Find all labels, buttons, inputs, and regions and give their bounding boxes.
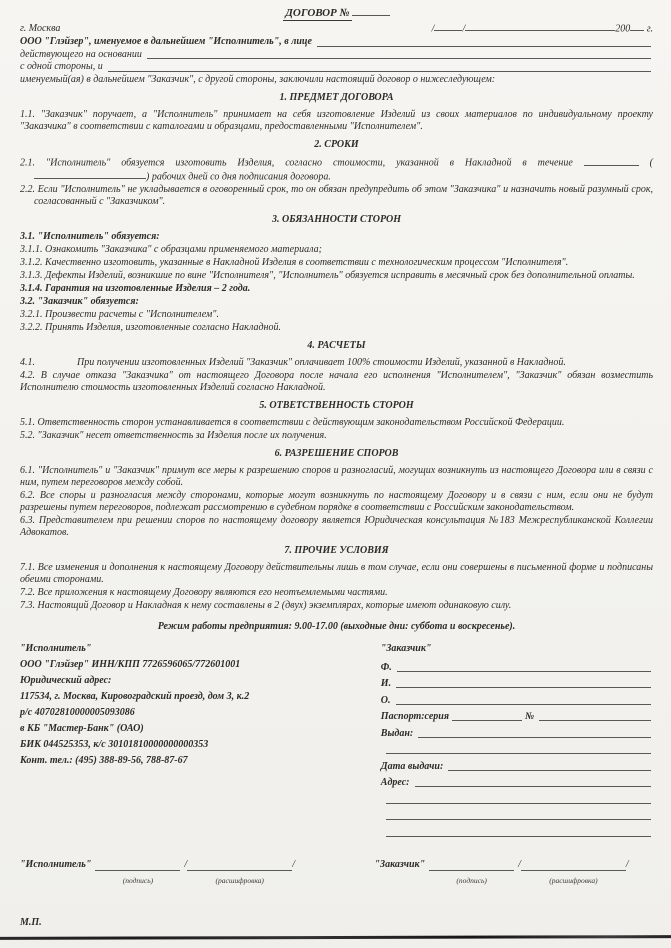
paren-open: ( bbox=[649, 157, 654, 169]
clause-3-2-2: 3.2.2. Принять Изделия, изготовленные согласно Накладной. bbox=[20, 322, 281, 333]
executor-signature-label: "Исполнитель" bbox=[20, 858, 92, 870]
clause-4-2: 4.2. В случае отказа "Заказчика" от настоящего Договора после начала его исполнения "Исполнителем", "Заказчик" обязан возместить Исполнителю стоимость изготовленных Изделий согласно Накладной. bbox=[20, 370, 653, 393]
scan-edge-artifact bbox=[0, 935, 671, 940]
clause-3-1: 3.1. "Исполнитель" обязуется: bbox=[20, 231, 160, 242]
section-6-heading: 6. РАЗРЕШЕНИЕ СПОРОВ bbox=[274, 448, 399, 459]
passport-number-blank bbox=[539, 719, 651, 721]
document-title: ДОГОВОР № bbox=[285, 6, 350, 19]
executor-address: 117534, г. Москва, Кировоградский проезд, дом 3, к.2 bbox=[20, 691, 250, 702]
customer-address-extra-row bbox=[381, 806, 653, 823]
executor-account: р/с 40702810000005093086 bbox=[20, 707, 135, 718]
address-extra-blank-1 bbox=[386, 802, 651, 804]
date-line bbox=[432, 22, 653, 36]
executor-signature-blank bbox=[95, 861, 180, 871]
preamble-line-4: именуемый(ая) в дальнейшем "Заказчик", с другой стороны, заключили настоящий договор о нижеследующем: bbox=[20, 73, 496, 85]
customer-address-extra-row bbox=[381, 789, 653, 806]
section-3-heading: 3. ОБЯЗАННОСТИ СТОРОН bbox=[271, 214, 402, 225]
customer-signature-label: "Заказчик" bbox=[374, 858, 426, 870]
slash: / bbox=[292, 858, 295, 870]
customer-address-extra-row bbox=[381, 822, 653, 839]
section-5-heading: 5. ОТВЕТСТВЕННОСТЬ СТОРОН bbox=[259, 400, 414, 411]
clause-6-3: 6.3. Представителем при решении споров по настоящему договору является Юридическая консультация №183 Межреспубликанской Коллегии Адвокатов. bbox=[20, 515, 653, 538]
date-day-blank bbox=[431, 22, 462, 34]
signature-caption: (подпись) bbox=[122, 875, 154, 885]
work-schedule-note: Режим работы предприятия: 9.00-17.00 (выходные дни: суббота и воскресенье). bbox=[157, 621, 516, 632]
clause-1-1: 1.1. "Заказчик" поручает, а "Исполнитель" принимает на себя изготовление Изделий из своих материалов по индивидуальному проекту "Заказчика" в соответствии с каталогами и образцами, предоставленными "Исполнителем". bbox=[20, 109, 653, 132]
city-date-row bbox=[20, 22, 653, 36]
slash: / bbox=[518, 858, 521, 870]
executor-legal-address-label: Юридический адрес: bbox=[20, 675, 112, 686]
address-blank bbox=[415, 785, 651, 787]
customer-name-row bbox=[381, 674, 653, 691]
customer-issued-extra-row bbox=[381, 740, 653, 757]
preamble-line-2 bbox=[20, 49, 653, 62]
term-days-blank bbox=[584, 156, 639, 166]
date-month-blank bbox=[465, 22, 615, 32]
passport-series-label: Паспорт:серия bbox=[380, 711, 450, 722]
issued-label: Выдан: bbox=[380, 727, 414, 739]
clause-3-1-1: 3.1.1. Ознакомить "Заказчика" с образцами применяемого материала; bbox=[20, 244, 322, 255]
date-slash: / bbox=[431, 23, 435, 34]
customer-issued-row bbox=[381, 723, 653, 740]
contract-number-blank bbox=[352, 6, 390, 16]
term-days-words-blank bbox=[34, 170, 146, 180]
executor-intro-text: ООО "Глэйзер", именуемое в дальнейшем "Исполнитель", в лице bbox=[20, 36, 312, 47]
executor-bank: в КБ "Мастер-Банк" (ОАО) bbox=[20, 723, 144, 734]
clause-2-1-tail: рабочих дней со дня подписания договора. bbox=[151, 171, 331, 182]
executor-bik: БИК 044525353, к/с 30101810000000000353 bbox=[20, 739, 209, 750]
executor-sign-col bbox=[95, 859, 180, 887]
preamble-line-1 bbox=[20, 36, 653, 49]
transcript-caption: (расшифровка) bbox=[549, 875, 598, 885]
address-extra-blank-2 bbox=[386, 818, 651, 820]
transcript-caption: (расшифровка) bbox=[215, 875, 264, 885]
customer-signature-blank bbox=[429, 861, 514, 871]
date-year-blank bbox=[630, 22, 644, 32]
clause-3-1-3: 3.1.3. Дефекты Изделий, возникшие по вине "Исполнителя", "Исполнитель" обязуется исправить в месячный срок без дополнительной оплаты. bbox=[20, 270, 635, 281]
basis-text: действующего на основании bbox=[20, 48, 142, 60]
executor-phone: Конт. тел.: (495) 388-89-56, 788-87-67 bbox=[20, 755, 188, 766]
executor-transcript-blank bbox=[187, 861, 292, 871]
clause-5-2: 5.2. "Заказчик" несет ответственность за Изделия после их получения. bbox=[20, 430, 327, 441]
preamble bbox=[20, 36, 653, 86]
customer-name-blank bbox=[108, 70, 651, 72]
city-label: г. Москва bbox=[20, 23, 61, 34]
patronymic-blank bbox=[396, 703, 651, 705]
surname-blank bbox=[397, 670, 651, 672]
clause-3-2-1: 3.2.1. Произвести расчеты с "Исполнителем". bbox=[20, 309, 219, 320]
requisites-section bbox=[20, 641, 653, 839]
section-1-heading: 1. ПРЕДМЕТ ДОГОВОРА bbox=[279, 92, 394, 103]
customer-patronymic-row bbox=[381, 690, 653, 707]
basis-blank bbox=[147, 57, 651, 59]
customer-title: "Заказчик" bbox=[380, 643, 432, 654]
clause-4-1 bbox=[20, 357, 653, 369]
year-prefix: 200 bbox=[615, 23, 631, 34]
executor-inn-kpp: ООО "Глэйзер" ИНН/КПП 7726596065/772601001 bbox=[20, 659, 241, 670]
section-4-heading: 4. РАСЧЕТЫ bbox=[307, 340, 366, 351]
first-party-text: с одной стороны, и bbox=[20, 61, 103, 72]
customer-sign-col bbox=[429, 859, 514, 887]
executor-requisites bbox=[20, 641, 381, 839]
issue-date-blank bbox=[448, 769, 651, 771]
customer-transcript-col bbox=[518, 859, 629, 887]
section-2-heading: 2. СРОКИ bbox=[314, 139, 359, 150]
preamble-line-3 bbox=[20, 61, 653, 74]
signatures-section bbox=[20, 859, 653, 887]
customer-requisites bbox=[381, 641, 653, 839]
issue-date-label: Дата выдачи: bbox=[380, 760, 444, 772]
surname-label: Ф. bbox=[380, 661, 392, 673]
name-label: И. bbox=[380, 678, 392, 689]
clause-3-1-2: 3.1.2. Качественно изготовить, указанные в Накладной Изделия в соответствии с технологическим процессом "Исполнителя". bbox=[20, 257, 569, 268]
clause-5-1: 5.1. Ответственность сторон устанавливается в соответствии с действующим законодательством Российской Федерации. bbox=[20, 417, 565, 428]
executor-transcript-col bbox=[184, 859, 295, 887]
address-extra-blank-3 bbox=[386, 835, 651, 837]
section-7-heading: 7. ПРОЧИЕ УСЛОВИЯ bbox=[284, 545, 389, 556]
clause-7-3: 7.3. Настоящий Договор и Накладная к нему составлены в 2 (двух) экземплярах, которые имеют одинаковую силу. bbox=[20, 600, 512, 611]
customer-issue-date-row bbox=[381, 756, 653, 773]
passport-series-blank bbox=[452, 719, 522, 721]
date-slash: / bbox=[462, 23, 466, 34]
signature-caption: (подпись) bbox=[456, 875, 487, 885]
slash: / bbox=[184, 858, 188, 870]
clause-3-2: 3.2. "Заказчик" обязуется: bbox=[20, 296, 139, 307]
address-label: Адрес: bbox=[380, 777, 410, 788]
document-header bbox=[20, 6, 653, 20]
customer-signature-block bbox=[374, 859, 628, 887]
clause-4-1-number: 4.1. bbox=[20, 357, 35, 368]
executor-signature-block bbox=[20, 859, 374, 887]
executor-title: "Исполнитель" bbox=[20, 643, 92, 654]
clause-2-1 bbox=[20, 156, 653, 183]
customer-transcript-blank bbox=[521, 861, 626, 871]
slash: / bbox=[625, 858, 629, 870]
issued-extra-blank bbox=[386, 752, 651, 754]
clause-6-1: 6.1. "Исполнитель" и "Заказчик" примут все меры к разрешению споров и разногласий, могущих возникнуть из настоящего Договора или в связи с ним, путем переговоров между собой. bbox=[20, 465, 653, 488]
clause-2-2: 2.2. Если "Исполнитель" не укладывается в оговоренный срок, то он обязан предупредить об этом "Заказчика" и назначить новый разумный срок, согласованный с "Заказчиком". bbox=[20, 184, 653, 207]
issued-blank bbox=[418, 736, 651, 738]
clause-4-1-text: При получении изготовленных Изделий "Заказчик" оплачивает 100% стоимости Изделий, указанной в Накладной. bbox=[77, 357, 566, 368]
paren-close: ) bbox=[146, 171, 150, 182]
stamp-mark: М.П. bbox=[20, 916, 42, 928]
representative-blank bbox=[317, 45, 651, 47]
clause-7-1: 7.1. Все изменения и дополнения к настоящему Договору действительны лишь в том случае, если они совершены в письменной форме и подписаны обеими сторонами. bbox=[20, 562, 653, 585]
clause-6-2: 6.2. Все споры и разногласия между сторонами, которые могут возникнуть по настоящему Договору и в связи с ним, если они не будут разрешены путем переговоров, подлежат рассмотрению в судебном порядке в соответствии с Российским законодательством. bbox=[20, 490, 653, 513]
passport-number-label: № bbox=[525, 711, 535, 722]
clause-2-1-text: 2.1. "Исполнитель" обязуется изготовить Изделия, согласно стоимости, указанной в Накладной в течение bbox=[20, 157, 573, 169]
clause-7-2: 7.2. Все приложения к настоящему Договору являются его неотъемлемыми частями. bbox=[20, 587, 388, 598]
clause-3-1-4: 3.1.4. Гарантия на изготовленные Изделия – 2 года. bbox=[20, 283, 251, 294]
customer-surname-row bbox=[381, 657, 653, 674]
patronymic-label: О. bbox=[380, 694, 391, 706]
customer-passport-row bbox=[381, 707, 653, 724]
customer-address-row bbox=[381, 773, 653, 790]
name-blank bbox=[396, 686, 651, 688]
year-suffix: г. bbox=[646, 23, 653, 34]
